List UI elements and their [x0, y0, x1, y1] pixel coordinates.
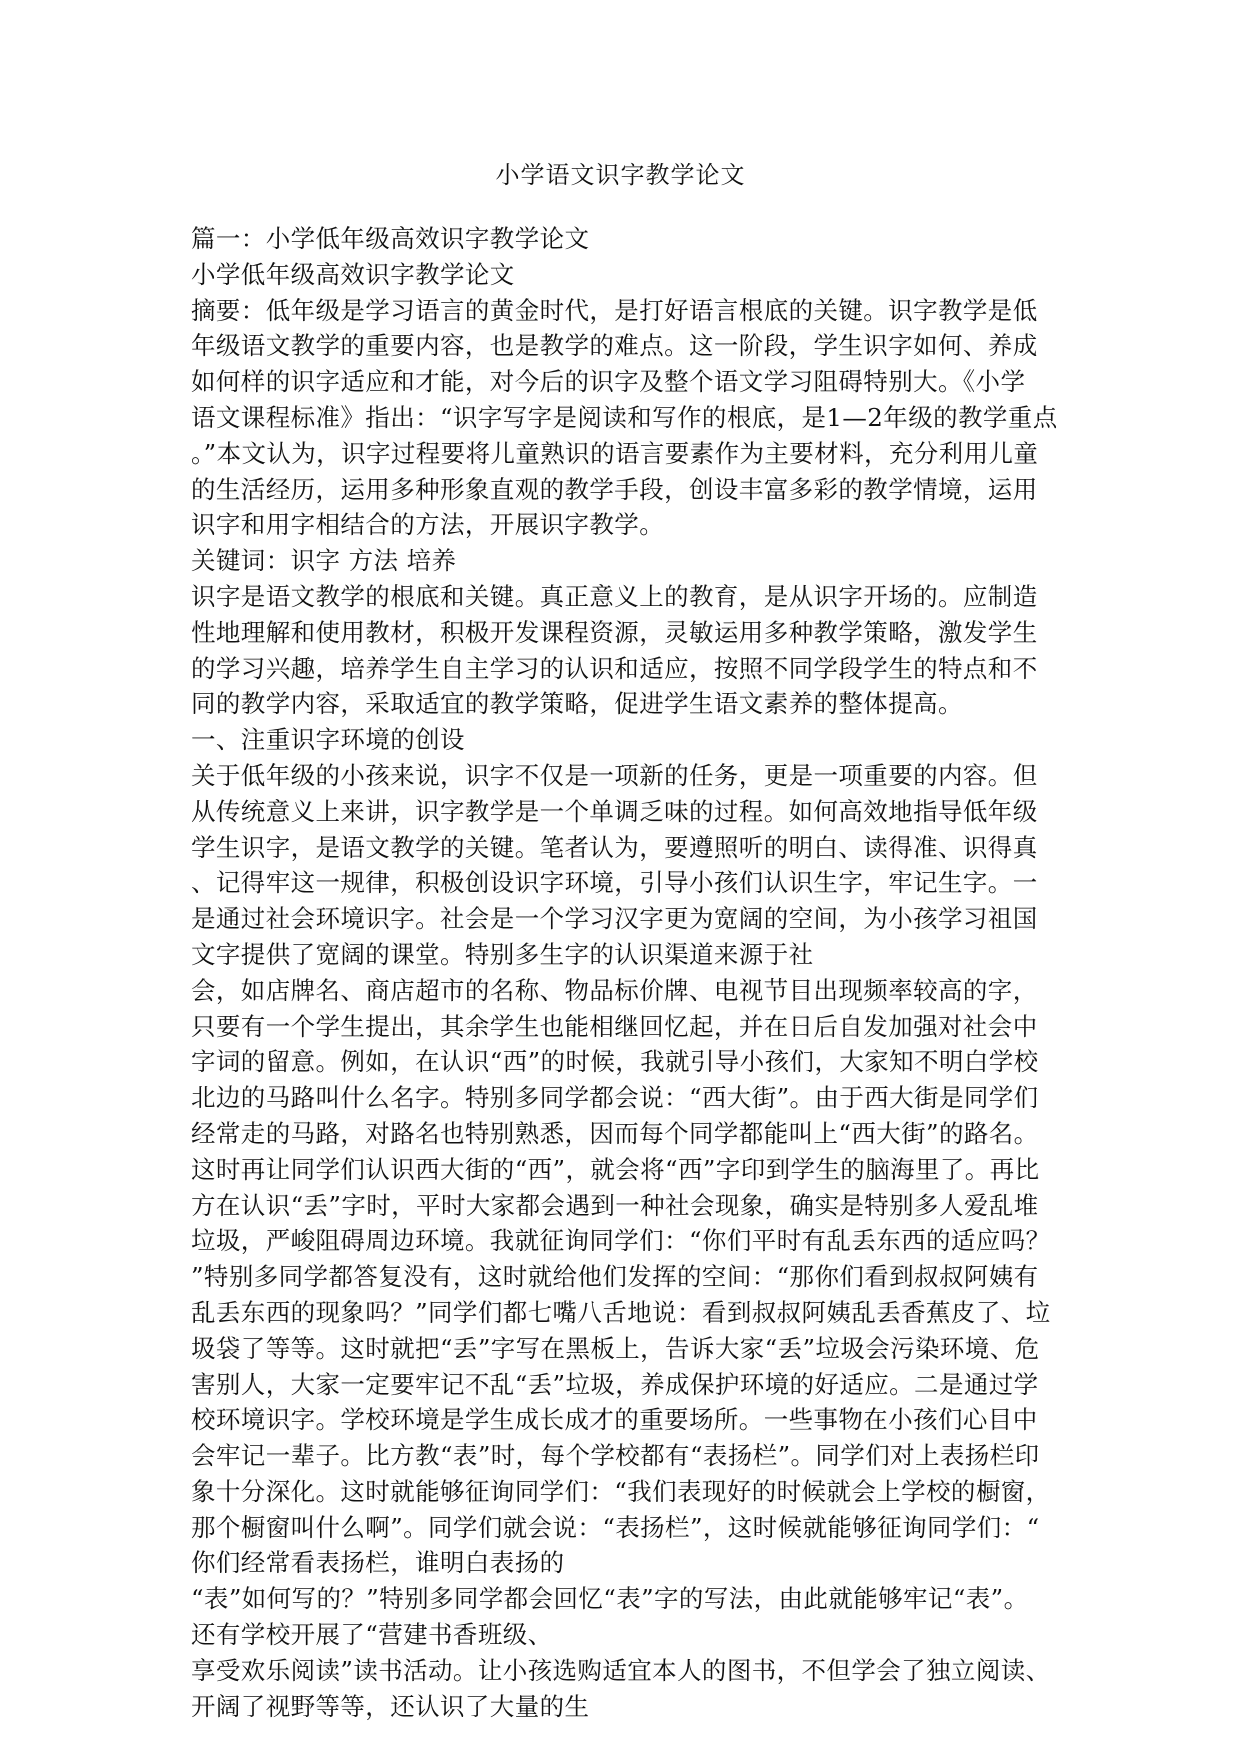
text-line: 识字和用字相结合的方法，开展识字教学。 — [191, 510, 665, 540]
text-line: 文字提供了宽阔的课堂。特别多生字的认识渠道来源于社 — [191, 939, 814, 969]
text-line: 象十分深化。这时就能够征询同学们：“我们表现好的时候就会上学校的橱窗， — [191, 1476, 1051, 1506]
text-line: 小学低年级高效识字教学论文 — [191, 259, 515, 289]
text-line: 语文课程标准》指出：“识字写字是阅读和写作的根底，是1—2年级的教学重点 — [191, 402, 1058, 432]
text-line: 只要有一个学生提出，其余学生也能相继回忆起，并在日后自发加强对社会中 — [191, 1011, 1038, 1041]
text-line: 北边的马路叫什么名字。特别多同学都会说：“西大街”。由于西大街是同学们 — [191, 1083, 1039, 1113]
text-line: 字词的留意。例如，在认识“西”的时候，我就引导小孩们，大家知不明白学校 — [191, 1047, 1039, 1077]
text-line: 同的教学内容，采取适宜的教学策略，促进学生语文素养的整体提高。 — [191, 689, 963, 719]
text-line: 你们经常看表扬栏，谁明白表扬的 — [191, 1548, 565, 1578]
text-line: 学生识字，是语文教学的关键。笔者认为，要遵照听的明白、读得准、识得真 — [191, 832, 1038, 862]
text-line: 经常走的马路，对路名也特别熟悉，因而每个同学都能叫上“西大街”的路名。 — [191, 1118, 1039, 1148]
text-line: 的学习兴趣，培养学生自主学习的认识和适应，按照不同学段学生的特点和不 — [191, 653, 1038, 683]
text-line: 圾袋了等等。这时就把“丢”字写在黑板上，告诉大家“丢”垃圾会污染环境、危 — [191, 1333, 1040, 1363]
text-line: 害别人，大家一定要牢记不乱“丢”垃圾，养成保护环境的好适应。二是通过学 — [191, 1369, 1039, 1399]
text-line: 、记得牢这一规律，积极创设识字环境，引导小孩们认识生字，牢记生字。一 — [191, 868, 1038, 898]
text-line: 识字是语文教学的根底和关键。真正意义上的教育，是从识字开场的。应制造 — [191, 581, 1038, 611]
text-line: 那个橱窗叫什么啊”。同学们就会说：“表扬栏”，这时候就能够征询同学们：“ — [191, 1512, 1040, 1542]
document-title: 小学语文识字教学论文 — [495, 161, 746, 189]
text-line: 这时再让同学们认识西大街的“西”，就会将“西”字印到学生的脑海里了。再比 — [191, 1154, 1040, 1184]
document-body — [191, 221, 1071, 1724]
text-line: 享受欢乐阅读”读书活动。让小孩选购适宜本人的图书，不但学会了独立阅读、 — [191, 1655, 1051, 1685]
text-line: 如何样的识字适应和才能，对今后的识字及整个语文学习阻碍特别大。《小学 — [191, 367, 1026, 397]
text-line: 会，如店牌名、商店超市的名称、物品标价牌、电视节目出现频率较高的字， — [191, 975, 1038, 1005]
text-line: 的生活经历，运用多种形象直观的教学手段，创设丰富多彩的教学情境，运用 — [191, 474, 1038, 504]
text-line: 摘要：低年级是学习语言的黄金时代，是打好语言根底的关键。识字教学是低 — [191, 295, 1038, 325]
text-line: 年级语文教学的重要内容，也是教学的难点。这一阶段，学生识字如何、养成 — [191, 331, 1038, 361]
text-line: 垃圾，严峻阻碍周边环境。我就征询同学们：“你们平时有乱丢东西的适应吗？ — [191, 1226, 1051, 1256]
text-line: 一、注重识字环境的创设 — [191, 725, 465, 755]
text-line: 性地理解和使用教材，积极开发课程资源，灵敏运用多种教学策略，激发学生 — [191, 617, 1038, 647]
text-line: 是通过社会环境识字。社会是一个学习汉字更为宽阔的空间，为小孩学习祖国 — [191, 904, 1038, 934]
text-line: “表”如何写的？”特别多同学都会回忆“表”字的写法，由此就能够牢记“表”。 — [191, 1584, 1029, 1614]
text-line: 开阔了视野等等，还认识了大量的生 — [191, 1691, 590, 1721]
text-line: 会牢记一辈子。比方教“表”时，每个学校都有“表扬栏”。同学们对上表扬栏印 — [191, 1441, 1040, 1471]
text-line: 。”本文认为，识字过程要将儿童熟识的语言要素作为主要材料，充分利用儿童 — [191, 438, 1039, 468]
text-line: 还有学校开展了“营建书香班级、 — [191, 1620, 553, 1650]
text-line: 篇一：小学低年级高效识字教学论文 — [191, 224, 590, 253]
text-line: 校环境识字。学校环境是学生成长成才的重要场所。一些事物在小孩们心目中 — [191, 1405, 1038, 1435]
text-line: 从传统意义上来讲，识字教学是一个单调乏味的过程。如何高效地指导低年级 — [191, 796, 1038, 826]
text-line: ”特别多同学都答复没有，这时就给他们发挥的空间：“那你们看到叔叔阿姨有 — [191, 1262, 1039, 1292]
text-line: 方在认识“丢”字时，平时大家都会遇到一种社会现象，确实是特别多人爱乱堆 — [191, 1190, 1039, 1220]
text-line: 关键词：识字 方法 培养 — [191, 546, 457, 576]
text-line: 关于低年级的小孩来说，识字不仅是一项新的任务，更是一项重要的内容。但 — [191, 760, 1038, 790]
text-line: 乱丢东西的现象吗？”同学们都七嘴八舌地说：看到叔叔阿姨乱丢香蕉皮了、垃 — [191, 1297, 1051, 1327]
